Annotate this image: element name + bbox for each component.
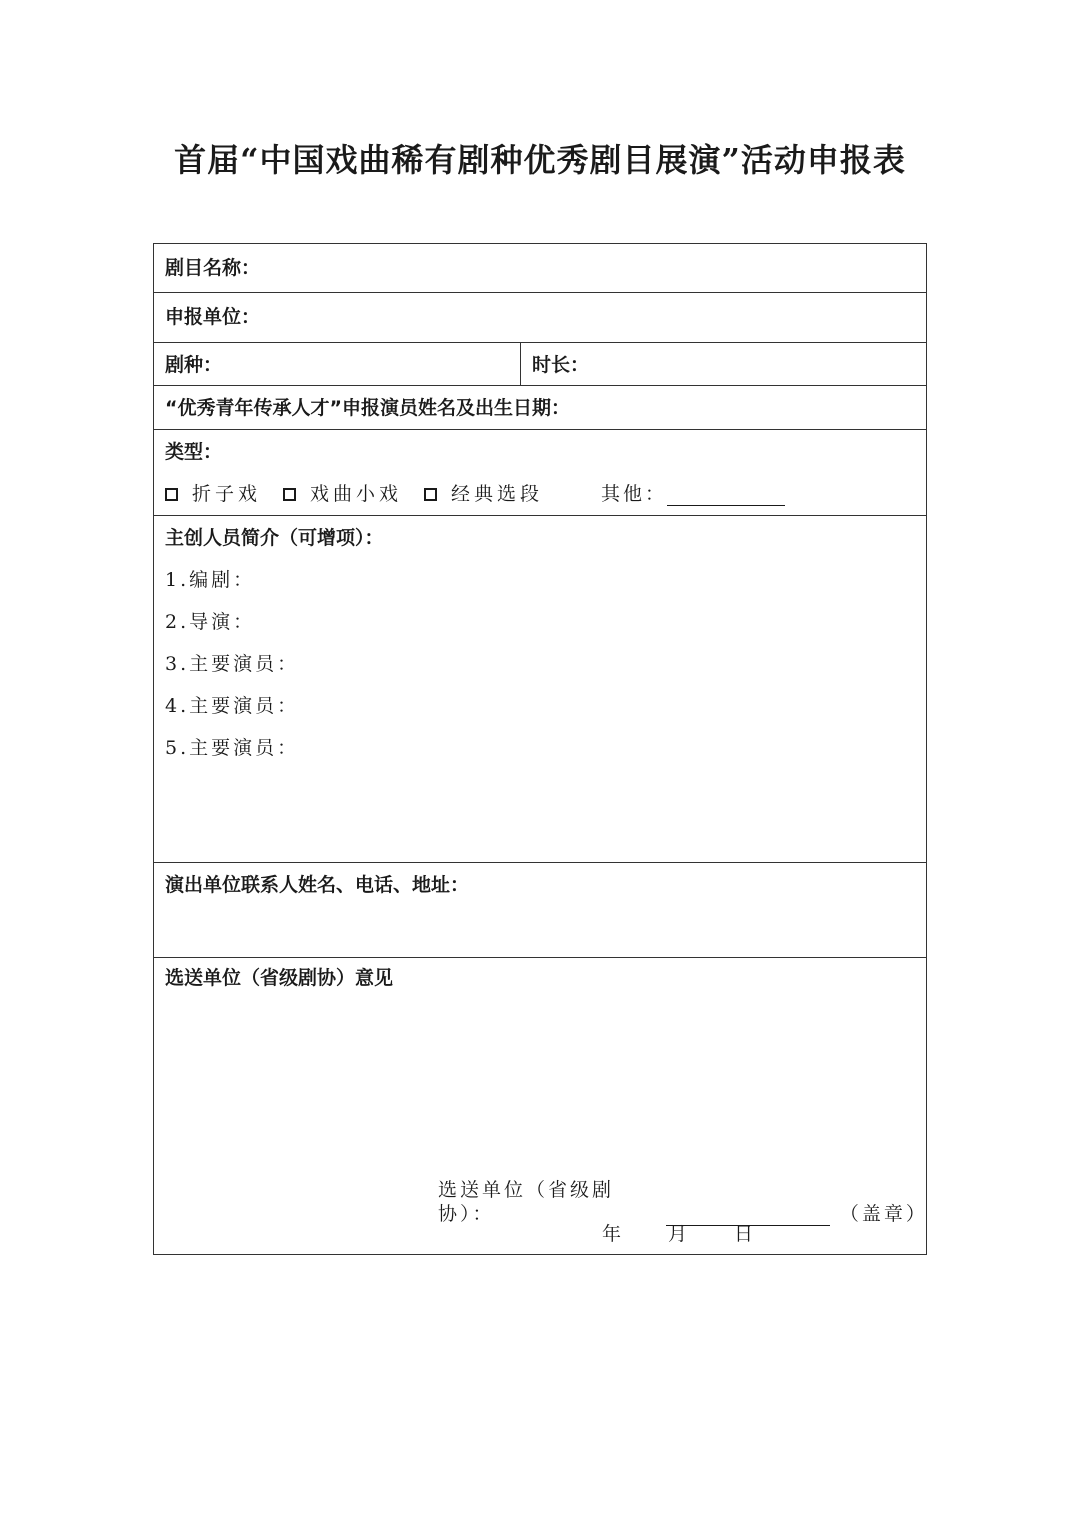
play-name-row[interactable] [154, 244, 926, 292]
play-name-label: 剧目名称： [165, 257, 261, 279]
date-row [602, 1222, 800, 1246]
type-option-label: 经典选段 [451, 483, 544, 505]
opinion-label: 选送单位（省级剧协）意见 [165, 967, 394, 989]
date-day: 日 [734, 1223, 754, 1245]
list-item[interactable]: 3.主要演员： [165, 653, 300, 675]
contact-label: 演出单位联系人姓名、电话、地址： [165, 874, 470, 896]
list-item[interactable]: 1.编剧： [165, 569, 256, 591]
duration-cell[interactable] [521, 343, 926, 385]
type-other-label: 其他： [601, 483, 668, 505]
opinion-row [154, 957, 926, 1254]
seal-label: （盖章） [839, 1203, 928, 1225]
date-year: 年 [602, 1223, 622, 1245]
type-option-xiqu-xiaoxi[interactable] [283, 482, 402, 506]
genre-duration-row [154, 342, 926, 385]
list-item[interactable]: 5.主要演员： [165, 737, 300, 759]
staff-list [165, 568, 299, 778]
genre-label: 剧种： [165, 354, 223, 376]
date-month: 月 [668, 1223, 688, 1245]
contact-row[interactable] [154, 862, 926, 957]
application-form [153, 243, 927, 1255]
checkbox-icon[interactable] [165, 488, 178, 501]
checkbox-icon[interactable] [424, 488, 437, 501]
young-talent-label: “优秀青年传承人才”申报演员姓名及出生日期： [165, 397, 570, 419]
type-option-label: 戏曲小戏 [310, 483, 403, 505]
type-row [154, 429, 926, 515]
type-other-blank[interactable] [667, 483, 785, 506]
list-item[interactable]: 2.导演： [165, 611, 256, 633]
applicant-unit-label: 申报单位： [165, 306, 261, 328]
type-option-label: 折子戏 [192, 483, 262, 505]
applicant-unit-row[interactable] [154, 292, 926, 342]
list-item[interactable]: 4.主要演员： [165, 695, 300, 717]
type-option-jingdian-xuanduan[interactable] [424, 482, 543, 506]
checkbox-icon[interactable] [283, 488, 296, 501]
type-other [601, 482, 785, 506]
staff-row [154, 515, 926, 862]
type-option-zhezixi[interactable] [165, 482, 261, 506]
page-title: 首届“中国戏曲稀有剧种优秀剧目展演”活动申报表 [174, 141, 906, 179]
genre-cell[interactable] [154, 343, 521, 385]
duration-label: 时长： [532, 354, 590, 376]
signature-line [438, 1178, 926, 1226]
type-label: 类型： [165, 441, 223, 463]
type-options [165, 482, 785, 506]
young-talent-row[interactable] [154, 385, 926, 429]
staff-label: 主创人员简介（可增项）： [165, 527, 384, 549]
sign-unit-label: 选送单位（省级剧协）： [438, 1179, 615, 1225]
